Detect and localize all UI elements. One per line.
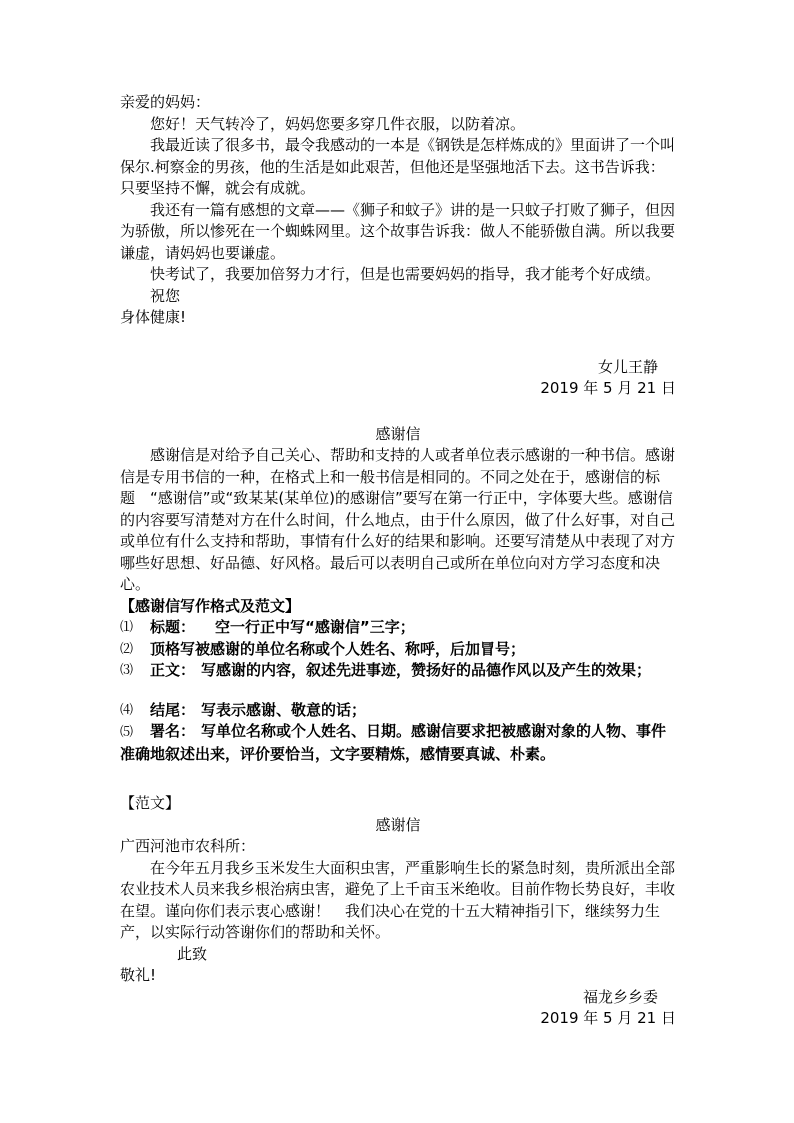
format-item-salutation [120, 639, 676, 661]
letter-closing-wish: 祝您 [150, 286, 181, 305]
format-item-ending [120, 700, 676, 722]
sample-salutation: 广西河池市农科所： [120, 837, 256, 855]
letter-signature: 女儿王静 [597, 357, 658, 376]
sample-title: 感谢信 [375, 815, 421, 834]
sample-signature: 福龙乡乡委 [582, 987, 658, 1006]
sample-body: 在今年五月我乡玉米发生大面积虫害，严重影响生长的紧急时刻，贵所派出全部农业技术人员来我乡根治病虫害，避免了上千亩玉米绝收。目前作物长势良好，丰收在望。谨向你们表示衷心感谢！ 我们决心在党的十五大精神指引下，继续努力生产，以实际行动答谢你们的帮助和关怀。 [120, 858, 676, 941]
letter-date: 2019 年 5 月 21 日 [540, 379, 676, 397]
item-text: 顶格写被感谢的单位名称或个人姓名、称呼，后加冒号； [150, 639, 526, 658]
guide-title: 感谢信 [375, 424, 421, 443]
item-text: 空一行正中写“感谢信”三字； [215, 618, 415, 636]
item-number: ⑸ [120, 725, 134, 740]
item-text: 写单位名称或个人姓名、日期。感谢信要求把被感谢对象的人物、事件准确地叙述出来，评价要恰当，文字要精炼，感情要真诚、朴素。 [120, 722, 667, 763]
letter-paragraph: 我最近读了很多书，最令我感动的一本是《钢铁是怎样炼成的》里面讲了一个叫保尔.柯察金的男孩，他的生活是如此艰苦，但他还是坚强地活下去。这书告诉我：只要坚持不懈，就会有成就。 [120, 136, 676, 197]
format-item-signature [120, 721, 676, 765]
item-number: ⑷ [120, 702, 134, 718]
item-text: 写感谢的内容，叙述先进事迹，赞扬好的品德作风以及产生的效果； [201, 661, 652, 679]
letter-paragraph: 快考试了，我要加倍努力才行，但是也需要妈妈的指导，我才能考个好成绩。 [150, 265, 661, 283]
letter-salutation: 亲爱的妈妈： [120, 93, 211, 111]
item-label: 署名： [150, 722, 196, 740]
sample-closing-respect: 此致 [177, 944, 208, 963]
sample-date: 2019 年 5 月 21 日 [540, 1009, 676, 1027]
item-label: 标题： [150, 618, 196, 636]
letter-paragraph: 您好！天气转冷了，妈妈您要多穿几件衣服，以防着凉。 [150, 114, 526, 133]
item-label: 结尾： [150, 700, 196, 719]
item-number: ⑴ [120, 620, 134, 635]
format-item-title [120, 617, 676, 639]
item-label: 正文： [150, 661, 196, 679]
format-item-body [120, 660, 676, 682]
letter-closing-health: 身体健康! [120, 308, 187, 326]
sample-heading: 【范文】 [120, 794, 181, 812]
item-number: ⑵ [120, 641, 134, 657]
letter-paragraph: 我还有一篇有感想的文章——《狮子和蚊子》讲的是一只蚊子打败了狮子，但因为骄傲，所以惨死在一个蜘蛛网里。这个故事告诉我：做人不能骄傲自满。所以我要谦虚，请妈妈也要谦虚。 [120, 200, 676, 262]
sample-closing-salute: 敬礼! [120, 966, 157, 984]
document-body [120, 92, 676, 1030]
item-text: 写表示感谢、敬意的话； [201, 700, 367, 719]
guide-intro: 感谢信是对给予自己关心、帮助和支持的人或者单位表示感谢的一种书信。感谢信是专用书信的一种，在格式上和一般书信是相同的。不同之处在于，感谢信的标题 “感谢信”或“致某某(某单位)的感谢信”要写在第一行正中，字体要大些。感谢信的内容要写清楚对方在什么时间，什么地点，由于什么原因，做了什么好事，对自己或单位有什么支持和帮助，事情有什么好的结果和影响。还要写清楚从中表现了对方哪些好思想、好品德、好风格。最后可以表明自己或所在单位向对方学习态度和决心。 [120, 446, 676, 593]
item-number: ⑶ [120, 663, 134, 678]
format-heading: 【感谢信写作格式及范文】 [120, 596, 301, 615]
